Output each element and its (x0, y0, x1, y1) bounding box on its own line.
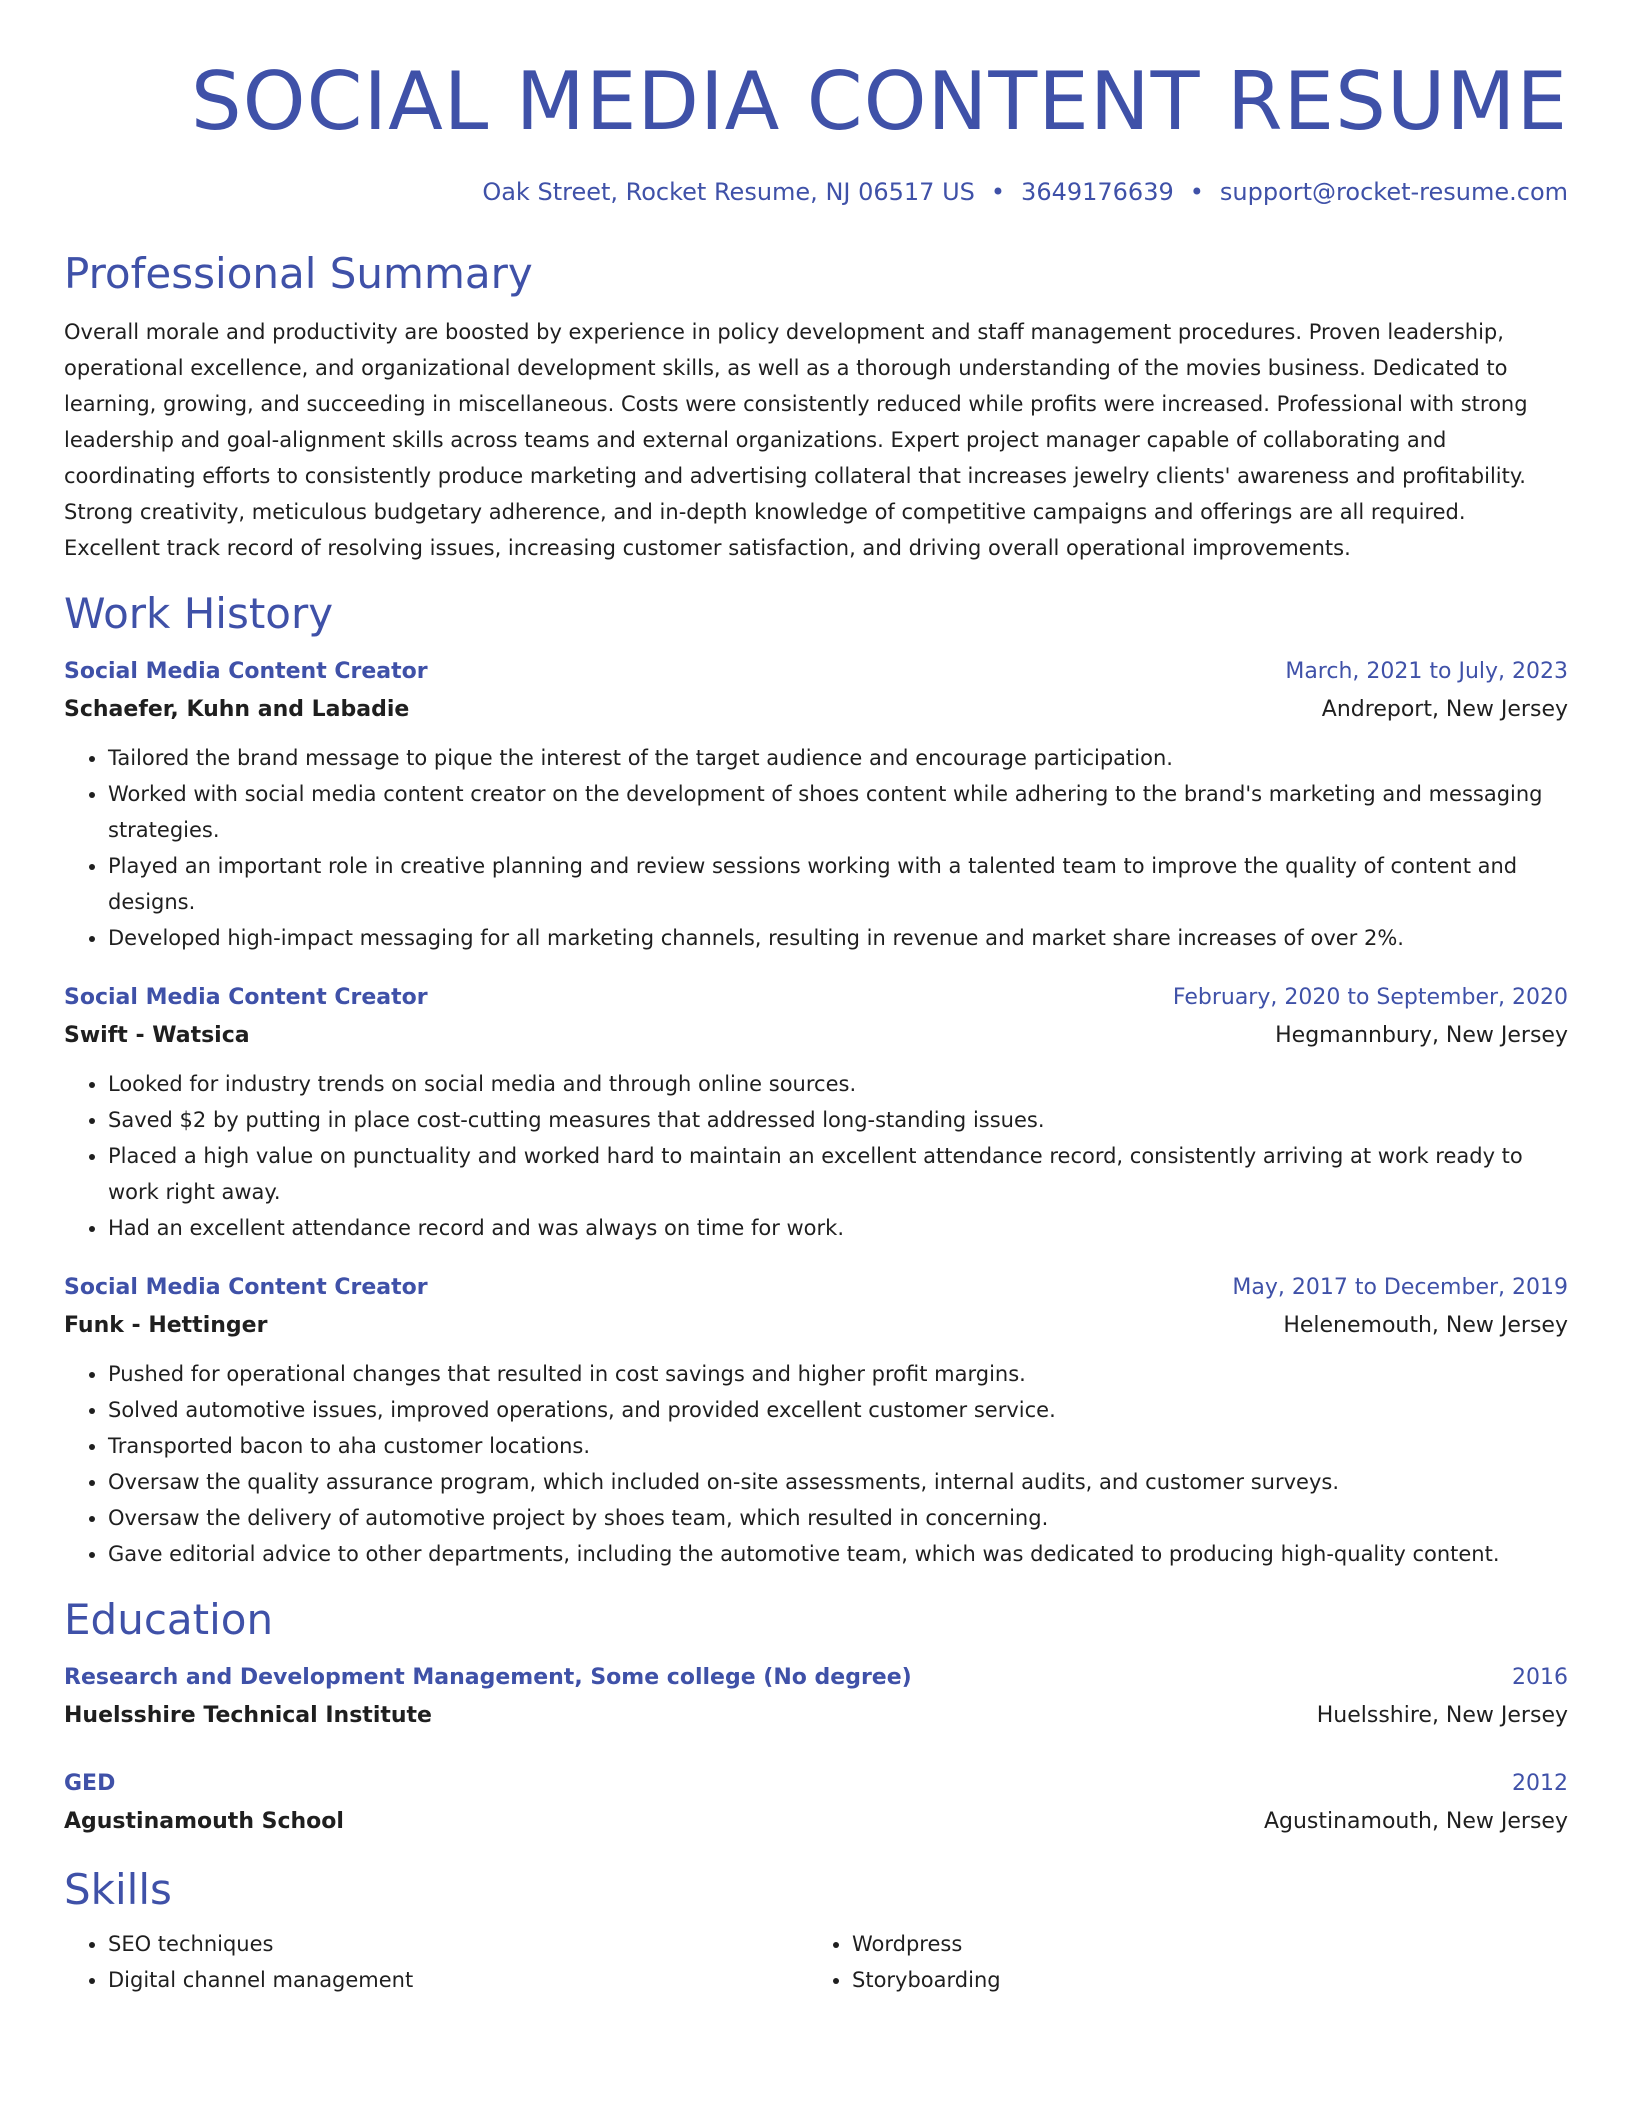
work-history-heading: Work History (64, 589, 334, 638)
education-heading: Education (64, 1595, 274, 1644)
list-item: • Oversaw the delivery of automotive project by shoes team, which resulted in concerning. (108, 1500, 1568, 1536)
job-dates: May, 2017 to December, 2019 (1232, 1275, 1568, 1300)
job-location: Andreport, New Jersey (1321, 697, 1568, 722)
resume-title: SOCIAL MEDIA CONTENT RESUME (190, 55, 1568, 148)
contact-separator: • (1189, 178, 1204, 206)
job-dates: February, 2020 to September, 2020 (1172, 985, 1568, 1010)
job-location: Hegmannbury, New Jersey (1275, 1023, 1568, 1048)
list-item: • Looked for industry trends on social media and through online sources. (108, 1066, 1568, 1102)
education-degree: GED (64, 1771, 116, 1796)
contact-phone: 3649176639 (1021, 178, 1174, 206)
skills-heading: Skills (64, 1865, 172, 1914)
job-company: Schaefer, Kuhn and Labadie (64, 697, 410, 722)
education-year: 2016 (1512, 1665, 1568, 1690)
list-item: • Wordpress (852, 1926, 1552, 1962)
job-bullets (64, 1066, 1568, 1246)
skills-column-right (808, 1926, 1552, 1998)
job-entry (64, 980, 1568, 1246)
education-school: Huelsshire Technical Institute (64, 1703, 432, 1728)
job-bullets (64, 1356, 1568, 1572)
job-role: Social Media Content Creator (64, 1275, 428, 1300)
job-entry (64, 654, 1568, 956)
job-company: Swift - Watsica (64, 1023, 250, 1048)
list-item: • Transported bacon to aha customer locations. (108, 1428, 1568, 1464)
skills-column-left (64, 1926, 808, 1998)
education-year: 2012 (1512, 1771, 1568, 1796)
job-entry (64, 1270, 1568, 1572)
list-item: • Pushed for operational changes that resulted in cost savings and higher profit margins. (108, 1356, 1568, 1392)
list-item: • SEO techniques (108, 1926, 808, 1962)
job-dates: March, 2021 to July, 2023 (1285, 659, 1568, 684)
education-degree: Research and Development Management, Some college (No degree) (64, 1665, 912, 1690)
job-role: Social Media Content Creator (64, 985, 428, 1010)
list-item: • Storyboarding (852, 1962, 1552, 1998)
list-item: • Tailored the brand message to pique the interest of the target audience and encourage participation. (108, 740, 1568, 776)
summary-text: Overall morale and productivity are boosted by experience in policy development and staff management procedures. Proven leadership, operational excellence, and organizational development skills, as well as a thorough understanding of the movies business. Dedicated to learning, growing, and succeeding in miscellaneous. Costs were consistently reduced while profits were increased. Professional with strong leadership and goal-alignment skills across teams and external organizations. Expert project manager capable of collaborating and coordinating efforts to consistently produce marketing and advertising collateral that increases jewelry clients' awareness and profitability. Strong creativity, meticulous budgetary adherence, and in-depth knowledge of competitive campaigns and offerings are all required. Excellent track record of resolving issues, increasing customer satisfaction, and driving overall operational improvements. (64, 320, 1528, 560)
education-location: Huelsshire, New Jersey (1316, 1703, 1568, 1728)
list-item: • Oversaw the quality assurance program, which included on-site assessments, internal audits, and customer surveys. (108, 1464, 1568, 1500)
list-item: • Worked with social media content creator on the development of shoes content while adhering to the brand's marketing and messaging strategies. (108, 776, 1568, 848)
contact-email: support@rocket-resume.com (1219, 178, 1568, 206)
job-bullets (64, 740, 1568, 956)
education-location: Agustinamouth, New Jersey (1263, 1809, 1568, 1834)
job-location: Helenemouth, New Jersey (1283, 1313, 1568, 1338)
list-item: • Digital channel management (108, 1962, 808, 1998)
list-item: • Gave editorial advice to other departments, including the automotive team, which was dedicated to producing high-quality content. (108, 1536, 1568, 1572)
resume-page (64, 0, 1568, 1998)
contact-address: Oak Street, Rocket Resume, NJ 06517 US (482, 178, 975, 206)
skills-list (64, 1926, 1568, 1998)
job-role: Social Media Content Creator (64, 659, 428, 684)
education-entry (64, 1660, 1568, 1736)
contact-line (64, 176, 1568, 208)
list-item: • Solved automotive issues, improved operations, and provided excellent customer service. (108, 1392, 1568, 1428)
summary-heading: Professional Summary (64, 249, 533, 298)
job-company: Funk - Hettinger (64, 1313, 268, 1338)
list-item: • Developed high-impact messaging for all marketing channels, resulting in revenue and market share increases of over 2%. (108, 920, 1568, 956)
contact-separator: • (990, 178, 1006, 206)
list-item: • Placed a high value on punctuality and worked hard to maintain an excellent attendance record, consistently arriving at work ready to work right away. (108, 1138, 1568, 1210)
list-item: • Had an excellent attendance record and was always on time for work. (108, 1210, 1568, 1246)
list-item: • Saved $2 by putting in place cost-cutting measures that addressed long-standing issues. (108, 1102, 1568, 1138)
list-item: • Played an important role in creative planning and review sessions working with a talented team to improve the quality of content and designs. (108, 848, 1568, 920)
education-school: Agustinamouth School (64, 1809, 344, 1834)
education-entry (64, 1766, 1568, 1842)
